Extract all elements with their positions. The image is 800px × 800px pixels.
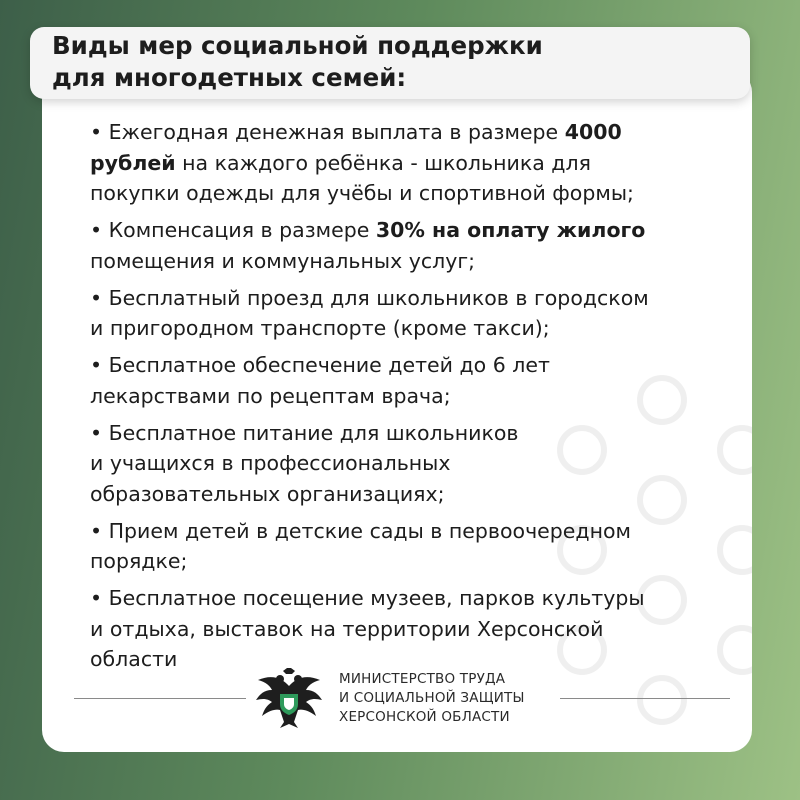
page-title-line: Виды мер социальной поддержки (52, 31, 543, 60)
list-item-text: и учащихся в профессиональных (90, 451, 451, 475)
list-item-text: • Бесплатное посещение музеев, парков культуры (90, 586, 645, 610)
list-item-text: • Бесплатный проезд для школьников в городском (90, 285, 649, 310)
list-item (90, 350, 740, 411)
page-title (30, 27, 750, 99)
list-item-text: и пригородном транспорте (кроме такси); (90, 316, 550, 340)
ministry-name (339, 670, 525, 727)
list-item-text: • Компенсация в размере (90, 218, 376, 242)
list-item-text: образовательных организациях; (90, 481, 445, 506)
list-item-text: на каждого ребёнка - школьника для (175, 150, 591, 175)
list-item (90, 283, 740, 344)
list-item (90, 516, 740, 577)
list-item-text: лекарствами по рецептам врача; (90, 383, 451, 408)
list-item (90, 215, 740, 276)
list-item-text: • Ежегодная денежная выплата в размере (90, 120, 565, 144)
ministry-name-line: ХЕРСОНСКОЙ ОБЛАСТИ (339, 709, 510, 725)
list-item-text: области (90, 647, 178, 671)
list-item (90, 117, 740, 209)
page-title-line: для многодетных семей: (52, 63, 407, 92)
list-item-text: • Прием детей в детские сады в первоочередном (90, 518, 631, 543)
list-item-text: порядке; (90, 549, 188, 573)
list-item-text: • Бесплатное обеспечение детей до 6 лет (90, 353, 550, 377)
ministry-name-line: И СОЦИАЛЬНОЙ ЗАЩИТЫ (339, 690, 525, 706)
list-item-text: покупки одежды для учёбы и спортивной формы; (90, 181, 634, 205)
support-measures-list (90, 117, 740, 681)
ministry-name-line: МИНИСТЕРСТВО ТРУДА (339, 671, 506, 687)
list-item-emphasis: 4000 (564, 120, 622, 144)
divider-left (74, 698, 246, 699)
divider-right (560, 698, 730, 699)
content-card (42, 70, 752, 752)
list-item-text: помещения и коммунальных услуг; (90, 248, 476, 273)
list-item-emphasis: рублей (90, 150, 176, 175)
list-item (90, 418, 740, 510)
list-item-text: и отдыха, выставок на территории Херсонской (90, 616, 604, 641)
double-headed-eagle-icon (254, 666, 324, 732)
list-item-text: • Бесплатное питание для школьников (90, 420, 519, 445)
list-item-emphasis: 30% на оплату жилого (375, 218, 646, 242)
ministry-footer (42, 660, 752, 740)
